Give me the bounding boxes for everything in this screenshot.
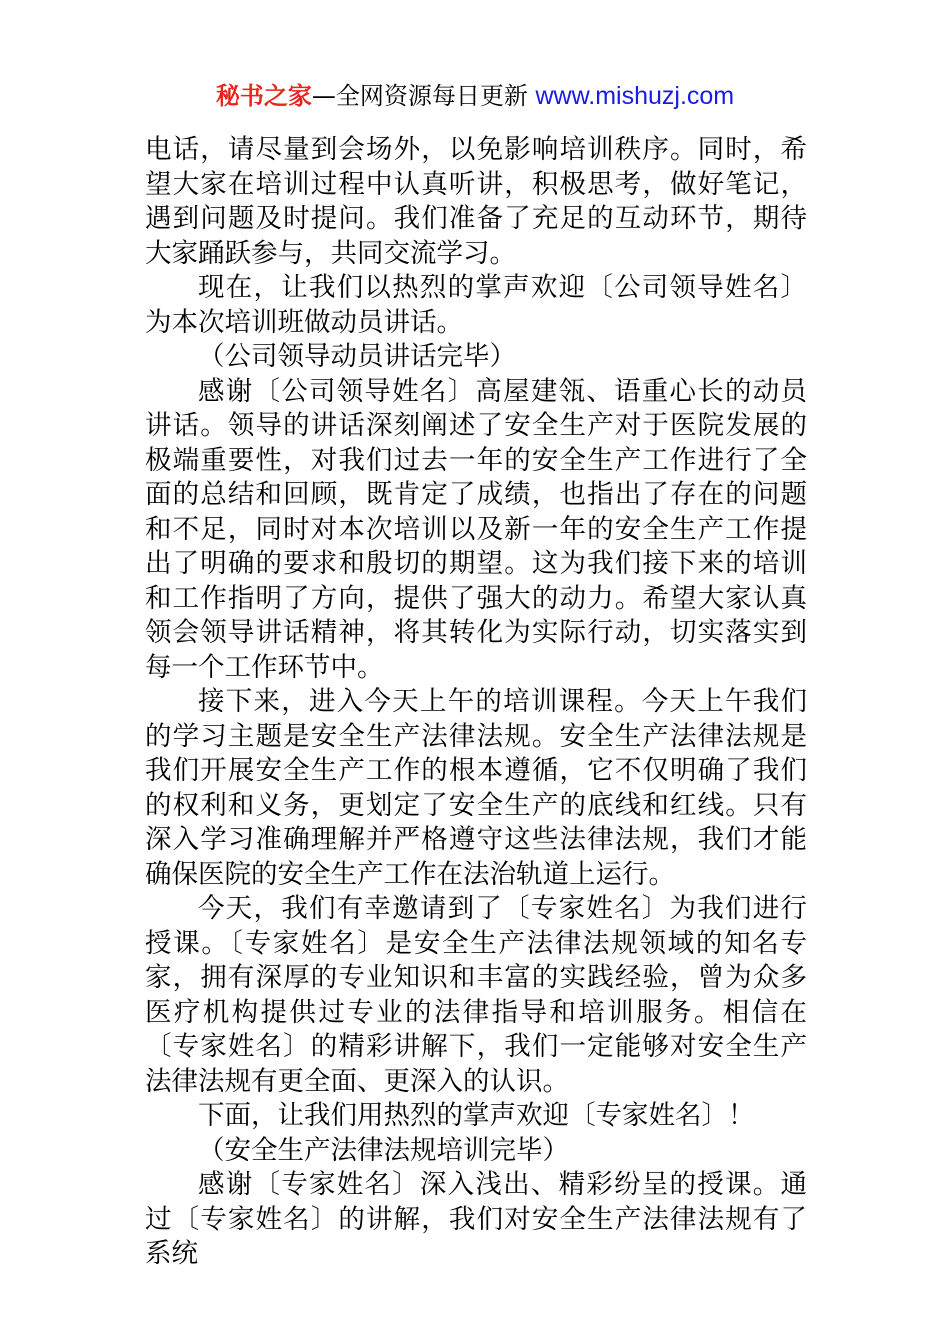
site-url-link[interactable]: www.mishuzj.com: [535, 82, 735, 110]
paragraph-leader-speech-end: （公司领导动员讲话完毕）: [198, 341, 516, 372]
page-header: [0, 80, 950, 112]
paragraph-leader-invite: 现在，让我们以热烈的掌声欢迎〔公司领导姓名〕为本次培训班做动员讲话。: [145, 272, 807, 338]
brand-name: 秘书之家: [215, 82, 312, 110]
paragraph-training-end: （安全生产法律法规培训完毕）: [198, 1134, 569, 1166]
paragraph-expert-intro: 今天，我们有幸邀请到了〔专家姓名〕为我们进行授课。〔专家姓名〕是安全生产法律法规领域的知名专家，拥有深厚的专业知识和丰富的实践经验，曾为众多医疗机构提供过专业的法律指导和培训服务。相信在〔专家姓名〕的精彩讲解下，我们一定能够对安全生产法律法规有更全面、更深入的认识。: [145, 893, 807, 1097]
paragraph-thanks-leader: 感谢〔公司领导姓名〕高屋建瓴、语重心长的动员讲话。领导的讲话深刻阐述了安全生产对于医院发展的极端重要性，对我们过去一年的安全生产工作进行了全面的总结和回顾，既肯定了成绩，也指出了存在的问题和不足，同时对本次培训以及新一年的安全生产工作提出了明确的要求和殷切的期望。这为我们接下来的培训和工作指明了方向，提供了强大的动力。希望大家认真领会领导讲话精神，将其转化为实际行动，切实落实到每一个工作环节中。: [145, 375, 807, 683]
paragraph-thanks-expert: 感谢〔专家姓名〕深入浅出、精彩纷呈的授课。通过〔专家姓名〕的讲解，我们对安全生产法律法规有了系统: [145, 1169, 807, 1269]
paragraph-expert-welcome: 下面，让我们用热烈的掌声欢迎〔专家姓名〕！: [198, 1100, 755, 1131]
paragraph-morning-course: 接下来，进入今天上午的培训课程。今天上午我们的学习主题是安全生产法律法规。安全生产法律法规是我们开展安全生产工作的根本遵循，它不仅明确了我们的权利和义务，更划定了安全生产的底线和红线。只有深入学习准确理解并严格遵守这些法律法规，我们才能确保医院的安全生产工作在法治轨道上运行。: [145, 686, 807, 890]
document-body: [145, 133, 807, 1272]
paragraph-continuation: 电话，请尽量到会场外，以免影响培训秩序。同时，希望大家在培训过程中认真听讲，积极思考，做好笔记，遇到问题及时提问。我们准备了充足的互动环节，期待大家踊跃参与，共同交流学习。: [145, 134, 807, 269]
header-tagline: —全网资源每日更新: [311, 82, 536, 110]
